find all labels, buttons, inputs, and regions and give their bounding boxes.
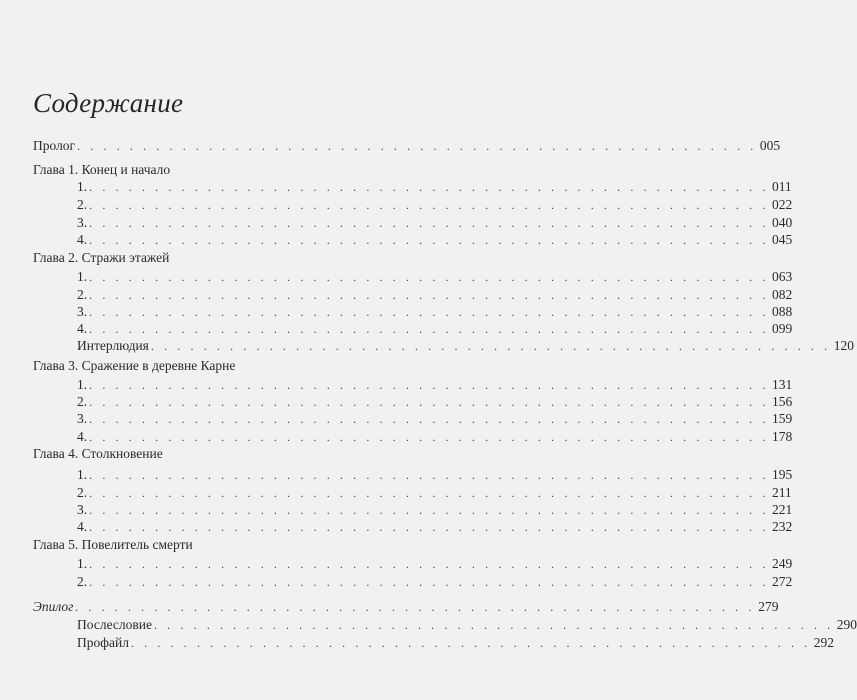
toc-entry-label: 2.: [77, 197, 88, 212]
dot-leader: . . . . . . . . . . . . . . . . . . . . . . . . . . . . . . . . . . . . . . . . . . . . . . . . . . . .: [89, 395, 769, 409]
dot-leader: . . . . . . . . . . . . . . . . . . . . . . . . . . . . . . . . . . . . . . . . . . . . . . . . . . . .: [89, 575, 769, 589]
chapter-heading-2: [33, 249, 401, 266]
toc-entry-page: 232: [771, 519, 793, 534]
toc-entry-profile: [77, 634, 835, 651]
chapter-heading-3: [33, 357, 401, 374]
toc-entry-page: 005: [759, 138, 781, 153]
toc-entry-label: 4.: [77, 429, 88, 444]
toc-entry-page: 099: [771, 321, 793, 336]
dot-leader: . . . . . . . . . . . . . . . . . . . . . . . . . . . . . . . . . . . . . . . . . . . . . . . . . . . .: [89, 557, 769, 571]
toc-entry: [77, 410, 793, 427]
dot-leader: . . . . . . . . . . . . . . . . . . . . . . . . . . . . . . . . . . . . . . . . . . . . . . . . . . . .: [89, 503, 769, 517]
dot-leader: . . . . . . . . . . . . . . . . . . . . . . . . . . . . . . . . . . . . . . . . . . . . . . . . . . . .: [130, 636, 811, 650]
toc-entry-page: 221: [771, 502, 793, 517]
toc-entry: [77, 428, 793, 445]
dot-leader: . . . . . . . . . . . . . . . . . . . . . . . . . . . . . . . . . . . . . . . . . . . . . . . . . . . .: [75, 600, 756, 614]
toc-entry: [77, 466, 793, 483]
toc-entry-page: 063: [771, 269, 793, 284]
toc-entry-label: 1.: [77, 556, 88, 571]
toc-entry-page: 249: [771, 556, 793, 571]
dot-leader: . . . . . . . . . . . . . . . . . . . . . . . . . . . . . . . . . . . . . . . . . . . . . . . . . . . .: [89, 430, 769, 444]
chapter-heading-1: [33, 161, 401, 178]
dot-leader: . . . . . . . . . . . . . . . . . . . . . . . . . . . . . . . . . . . . . . . . . . . . . . . . . . . .: [89, 486, 769, 500]
toc-entry-page: 045: [771, 232, 793, 247]
chapter-heading-5: [33, 536, 401, 553]
chapter-title: Глава 1. Конец и начало: [33, 162, 171, 177]
toc-entry-page: 156: [771, 394, 793, 409]
toc-entry-page: 131: [771, 377, 793, 392]
dot-leader: . . . . . . . . . . . . . . . . . . . . . . . . . . . . . . . . . . . . . . . . . . . . . . . . . . . .: [89, 378, 769, 392]
dot-leader: . . . . . . . . . . . . . . . . . . . . . . . . . . . . . . . . . . . . . . . . . . . . . . . . . . . .: [89, 520, 769, 534]
dot-leader: . . . . . . . . . . . . . . . . . . . . . . . . . . . . . . . . . . . . . . . . . . . . . . . . . . . .: [89, 322, 769, 336]
toc-entry-label: Эпилог: [33, 599, 74, 614]
toc-entry: [77, 484, 792, 501]
toc-entry-label: 1.: [77, 377, 88, 392]
toc-entry-label: 2.: [77, 485, 88, 500]
toc-entry-page: 211: [771, 485, 792, 500]
toc-entry-label: 4.: [77, 321, 88, 336]
toc-entry-label: Интерлюдия: [77, 338, 149, 353]
toc-entry-epilogue: [33, 598, 779, 615]
toc-entry-label: 1.: [77, 467, 88, 482]
chapter-title: Глава 4. Столкновение: [33, 446, 163, 461]
toc-entry-page: 040: [771, 215, 793, 230]
toc-entry: [77, 303, 793, 320]
toc-entry-label: Пролог: [33, 138, 76, 153]
toc-entry: [77, 196, 793, 213]
chapter-title: Глава 2. Стражи этажей: [33, 250, 170, 265]
dot-leader: . . . . . . . . . . . . . . . . . . . . . . . . . . . . . . . . . . . . . . . . . . . . . . . . . . . .: [89, 198, 769, 212]
toc-entry: [77, 214, 793, 231]
toc-entry-label: 4.: [77, 232, 88, 247]
toc-entry: [77, 501, 793, 518]
toc-entry-label: 3.: [77, 215, 88, 230]
toc-entry-interlude: [77, 337, 854, 354]
dot-leader: . . . . . . . . . . . . . . . . . . . . . . . . . . . . . . . . . . . . . . . . . . . . . . . . . . . .: [153, 618, 834, 632]
dot-leader: . . . . . . . . . . . . . . . . . . . . . . . . . . . . . . . . . . . . . . . . . . . . . . . . . . . .: [89, 216, 769, 230]
toc-entry-page: 178: [771, 429, 793, 444]
toc-entry: [77, 178, 792, 195]
toc-entry-label: 2.: [77, 287, 88, 302]
dot-leader: . . . . . . . . . . . . . . . . . . . . . . . . . . . . . . . . . . . . . . . . . . . . . . . . . . . .: [89, 288, 769, 302]
dot-leader: . . . . . . . . . . . . . . . . . . . . . . . . . . . . . . . . . . . . . . . . . . . . . . . . . . . .: [150, 339, 831, 353]
toc-entry-label: Профайл: [77, 635, 129, 650]
toc-entry-page: 292: [813, 635, 835, 650]
toc-entry-prologue: [33, 137, 781, 154]
toc-entry-label: 3.: [77, 411, 88, 426]
toc-entry-label: 3.: [77, 502, 88, 517]
toc-entry-page: 290: [836, 617, 857, 632]
dot-leader: . . . . . . . . . . . . . . . . . . . . . . . . . . . . . . . . . . . . . . . . . . . . . . . . . . . .: [89, 233, 769, 247]
toc-entry-label: 1.: [77, 269, 88, 284]
toc-entry: [77, 231, 793, 248]
dot-leader: . . . . . . . . . . . . . . . . . . . . . . . . . . . . . . . . . . . . . . . . . . . . . . . . . . . .: [89, 412, 769, 426]
toc-entry: [77, 573, 793, 590]
toc-entry-page: 120: [833, 338, 854, 353]
toc-entry: [77, 268, 793, 285]
toc-entry-page: 159: [771, 411, 793, 426]
dot-leader: . . . . . . . . . . . . . . . . . . . . . . . . . . . . . . . . . . . . . . . . . . . . . . . . . . . .: [77, 139, 757, 153]
toc-entry-page: 272: [771, 574, 793, 589]
dot-leader: . . . . . . . . . . . . . . . . . . . . . . . . . . . . . . . . . . . . . . . . . . . . . . . . . . . .: [89, 180, 769, 194]
dot-leader: . . . . . . . . . . . . . . . . . . . . . . . . . . . . . . . . . . . . . . . . . . . . . . . . . . . .: [89, 468, 769, 482]
toc-entry: [77, 393, 793, 410]
toc-entry-page: 082: [771, 287, 793, 302]
chapter-title: Глава 3. Сражение в деревне Карне: [33, 358, 236, 373]
toc-entry-label: 3.: [77, 304, 88, 319]
chapter-heading-4: [33, 445, 401, 462]
toc-entry-afterword: [77, 616, 857, 633]
toc-entry: [77, 286, 793, 303]
page-title: Содержание: [33, 88, 184, 118]
toc-entry: [77, 555, 793, 572]
toc-entry-page: 195: [771, 467, 793, 482]
toc-entry-page: 011: [771, 179, 792, 194]
toc-entry-page: 088: [771, 304, 793, 319]
toc-entry-label: 4.: [77, 519, 88, 534]
toc-entry-label: 1.: [77, 179, 88, 194]
toc-entry-label: 2.: [77, 394, 88, 409]
toc-entry-label: 2.: [77, 574, 88, 589]
dot-leader: . . . . . . . . . . . . . . . . . . . . . . . . . . . . . . . . . . . . . . . . . . . . . . . . . . . .: [89, 270, 769, 284]
toc-entry: [77, 320, 793, 337]
toc-entry-page: 279: [758, 599, 779, 614]
chapter-title: Глава 5. Повелитель смерти: [33, 537, 193, 552]
toc-entry-page: 022: [771, 197, 793, 212]
dot-leader: . . . . . . . . . . . . . . . . . . . . . . . . . . . . . . . . . . . . . . . . . . . . . . . . . . . .: [89, 305, 769, 319]
toc-entry: [77, 376, 793, 393]
toc-entry-label: Послесловие: [77, 617, 152, 632]
toc-entry: [77, 518, 793, 535]
